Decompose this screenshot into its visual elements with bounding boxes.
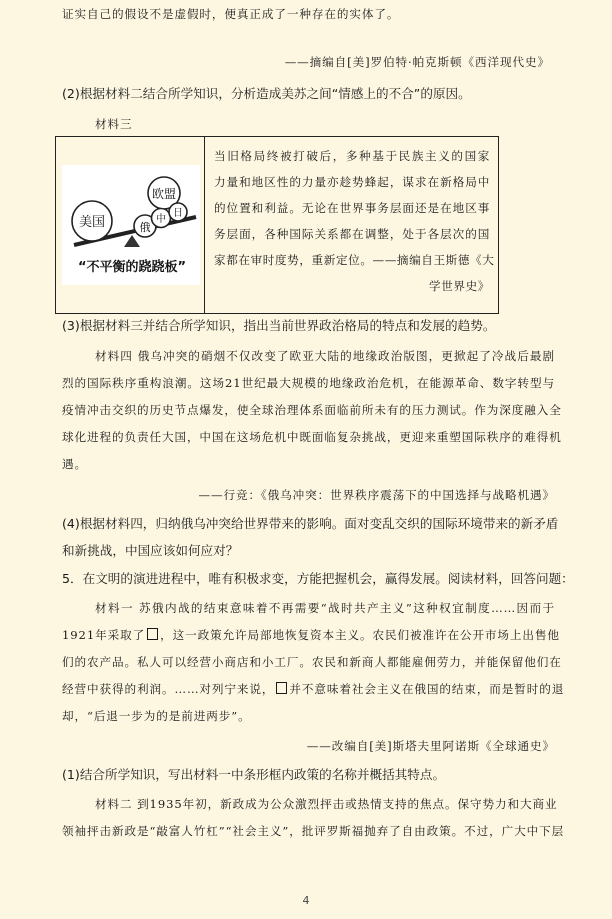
text-fragment: ，这一政策允许局部地恢复资本主义。农民们被准许在公开市场上出售他	[160, 628, 560, 642]
text-line: 疫情冲击交织的历史节点爆发，使全球治理体系面临前所未有的压力测试。作为深度融入全	[62, 403, 562, 417]
text-line: 们的农产品。私人可以经营小商店和小工厂。农民和新商人都能雇佣劳力，并能保留他们在	[62, 655, 562, 669]
text-line	[62, 681, 564, 697]
seesaw-caption: “不平衡的跷跷板”	[77, 260, 187, 275]
eu-label: 欧盟	[151, 187, 177, 201]
cn-label: 中	[156, 214, 166, 225]
text-fragment: 1921年采取了	[62, 628, 146, 642]
text-line: 材料二 到1935年初，新政成为公众激烈抨击或热情支持的焦点。保守势力和大商业	[95, 797, 558, 811]
text-line: 务层面，各种国际关系都在调整，处于各层次的国	[214, 227, 490, 241]
question-4: (4)根据材料四，归纳俄乌冲突给世界带来的影响。面对变乱交织的国际环境带来的新矛盾	[62, 516, 559, 531]
page-number: 4	[302, 894, 310, 907]
material-3-label: 材料三	[95, 117, 133, 131]
text-fragment: 并不意味着社会主义在俄国的结束，而是暂时的退	[289, 682, 565, 696]
text-line: 材料四 俄乌冲突的硝烟不仅改变了欧亚大陆的地缘政治版图，更掀起了冷战后最剧	[95, 349, 555, 363]
text-line: 家都在审时度势，重新定位。——摘编自王斯德《大	[214, 253, 495, 267]
jp-label: 日	[173, 208, 183, 219]
material-3-table	[55, 136, 499, 314]
ru-label: 俄	[139, 221, 151, 234]
seesaw-illustration	[62, 165, 200, 285]
question-3: (3)根据材料三并结合所学知识，指出当前世界政治格局的特点和发展的趋势。	[62, 318, 496, 333]
text-line: 证实自己的假设不是虚假时，便真正成了一种存在的实体了。	[62, 7, 400, 21]
us-label: 美国	[78, 215, 106, 230]
question-4: 和新挑战，中国应该如何应对？	[62, 543, 239, 558]
citation: ——行竞：《俄乌冲突：世界秩序震荡下的中国选择与战略机遇》	[198, 488, 555, 502]
text-line: 力量和地区性的力量亦趁势蜂起，谋求在新格局中	[214, 175, 490, 189]
text-line: 烈的国际秩序重构浪潮。这场21世纪最大规模的地缘政治危机，在能源革命、数字转型与	[62, 376, 555, 390]
policy-blank-box	[276, 682, 287, 694]
text-line	[62, 627, 560, 643]
text-line: 材料一 苏俄内战的结束意味着不再需要“战时共产主义”这种权宜制度……因而于	[95, 601, 555, 615]
question-5-1: (1)结合所学知识，写出材料一中条形框内政策的名称并概括其特点。	[62, 767, 446, 782]
text-line: 遇。	[62, 457, 87, 471]
citation: ——摘编自[美]罗伯特·帕克斯顿《西洋现代史》	[284, 55, 550, 69]
text-fragment: 经营中获得的利润。……对列宁来说，	[62, 682, 275, 696]
text-line: 当旧格局终被打破后，多种基于民族主义的国家	[214, 149, 490, 163]
policy-blank-box	[147, 628, 158, 640]
text-line: 球化进程的负责任大国，中国在这场危机中既面临复杂挑战，更迎来重塑国际秩序的难得机	[62, 430, 562, 444]
text-line: 领袖抨击新政是“敲富人竹杠”“社会主义”，批评罗斯福抛弃了自由政策。不过，广大中下层	[62, 824, 565, 838]
material-3-text	[214, 143, 495, 299]
text-line: 的位置和利益。无论在世界事务层面还是在地区事	[214, 201, 490, 215]
text-line: 却，“后退一步为的是前进两步”。	[62, 709, 251, 723]
question-2: (2)根据材料二结合所学知识，分析造成美苏之间“情感上的不合”的原因。	[62, 86, 471, 101]
citation: ——改编自[美]斯塔夫里阿诺斯《全球通史》	[306, 739, 555, 753]
question-5-intro: 5．在文明的演进进程中，唯有积极求变，方能把握机会，赢得发展。阅读材料，回答问题：	[62, 571, 574, 586]
table-divider	[204, 137, 205, 313]
text-line: 学世界史》	[429, 279, 490, 293]
